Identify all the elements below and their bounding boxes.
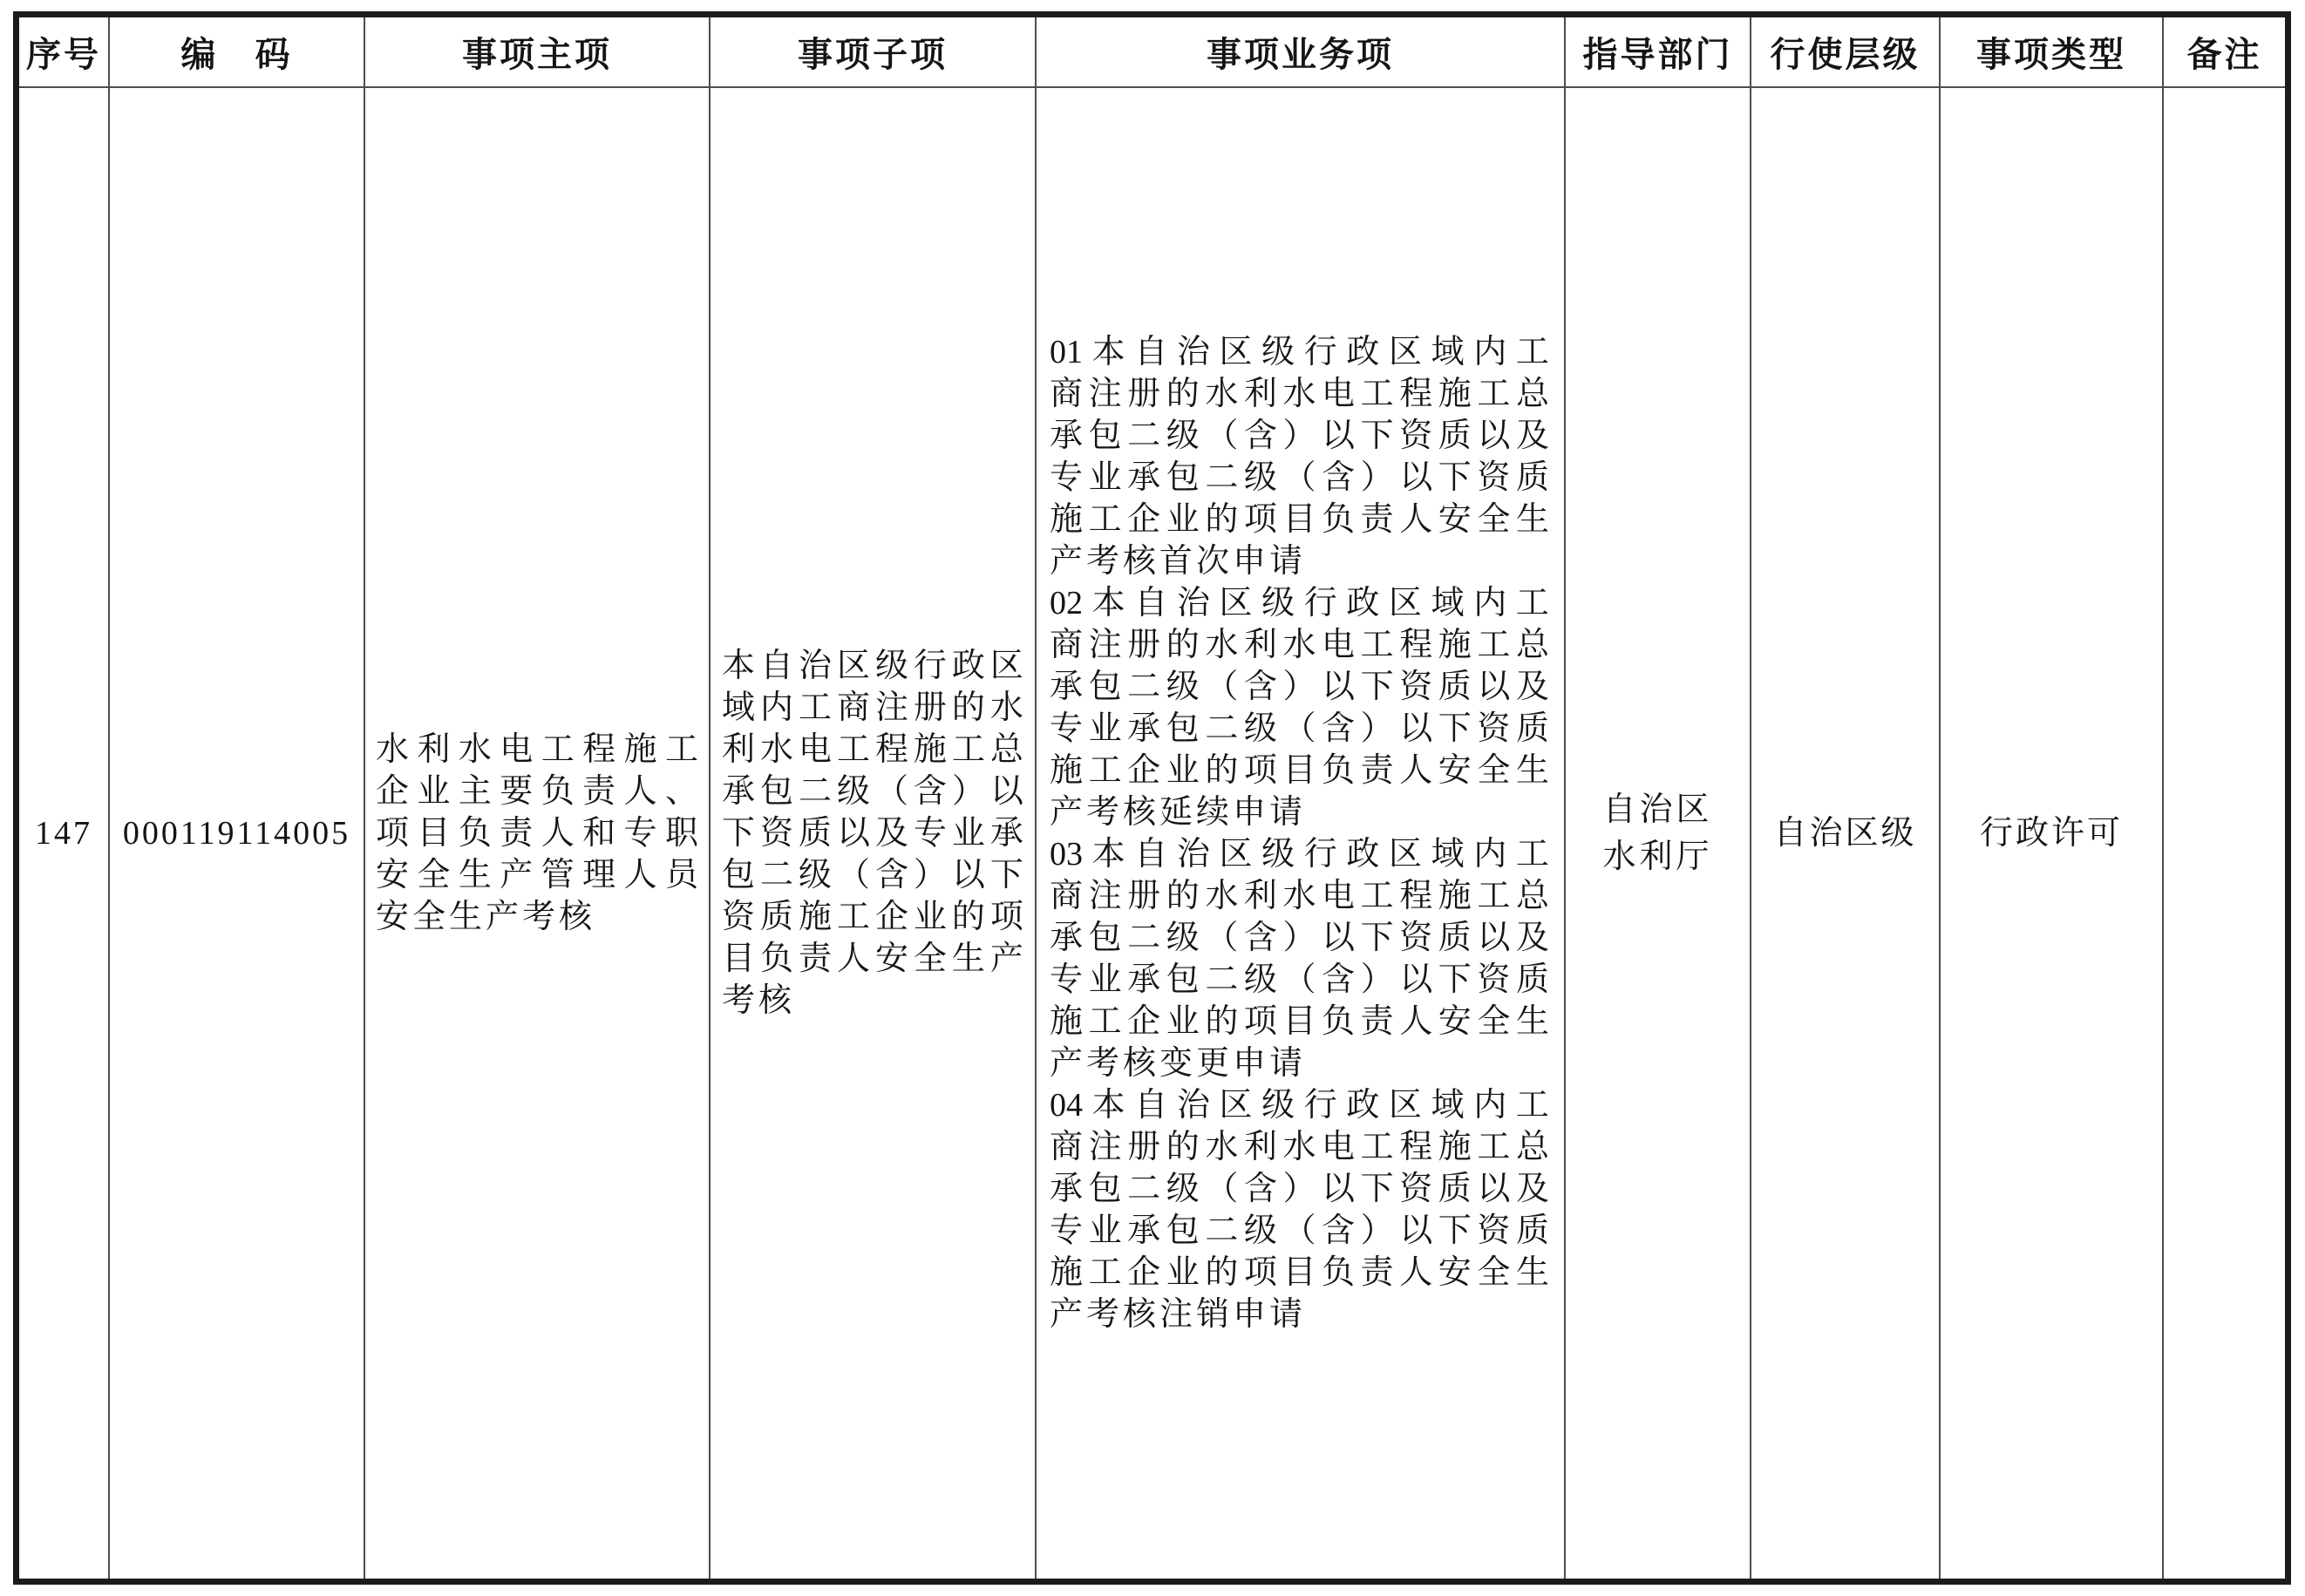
col-header-serial: 序号 bbox=[19, 17, 110, 88]
text-line: 承 包 二 级 （ 含 ） 以 下 资 质 以 及 bbox=[1050, 418, 1549, 454]
text-line: 03 本 自 治 区 级 行 政 区 域 内 工 bbox=[1050, 836, 1549, 873]
business-item-paragraph bbox=[1050, 1084, 1549, 1335]
text-line: 本 自 治 区 级 行 政 区 bbox=[722, 648, 1023, 684]
text-line: 专 业 承 包 二 级 （ 含 ） 以 下 资 质 bbox=[1050, 1212, 1549, 1249]
text-line: 01 本 自 治 区 级 行 政 区 域 内 工 bbox=[1050, 334, 1549, 370]
text-line: 利 水 电 工 程 施 工 总 bbox=[722, 731, 1023, 768]
cell-business-items bbox=[1037, 88, 1566, 1579]
text-line: 企 业 主 要 负 责 人 、 bbox=[376, 773, 698, 810]
text-line: 施 工 企 业 的 项 目 负 责 人 安 全 生 bbox=[1050, 501, 1549, 538]
cell-remark bbox=[2164, 88, 2285, 1579]
text-line: 承 包 二 级 （ 含 ） 以 下 资 质 以 及 bbox=[1050, 920, 1549, 956]
business-item-paragraph bbox=[1050, 582, 1549, 833]
text-line: 04 本 自 治 区 级 行 政 区 域 内 工 bbox=[1050, 1087, 1549, 1124]
col-header-sub-item: 事项子项 bbox=[711, 17, 1037, 88]
text-line: 资 质 施 工 企 业 的 项 bbox=[722, 899, 1023, 935]
text-line: 产考核首次申请 bbox=[1050, 543, 1307, 580]
text-line: 产考核延续申请 bbox=[1050, 794, 1307, 831]
text-line: 水利厅 bbox=[1602, 839, 1713, 875]
text-line: 02 本 自 治 区 级 行 政 区 域 内 工 bbox=[1050, 585, 1549, 621]
col-header-business-item: 事项业务项 bbox=[1037, 17, 1566, 88]
text-line: 自治区 bbox=[1602, 791, 1713, 828]
text-line: 安 全 生 产 管 理 人 员 bbox=[376, 857, 698, 893]
cell-code bbox=[110, 88, 365, 1579]
cell-exercise-level bbox=[1751, 88, 1941, 1579]
col-header-remark: 备注 bbox=[2164, 17, 2285, 88]
col-header-main-item: 事项主项 bbox=[365, 17, 711, 88]
text-line: 目 负 责 人 安 全 生 产 bbox=[722, 941, 1023, 977]
item-type-value: 行政许可 bbox=[1979, 815, 2123, 852]
text-line: 商 注 册 的 水 利 水 电 工 程 施 工 总 bbox=[1050, 1129, 1549, 1165]
table-grid bbox=[19, 17, 2285, 1579]
text-line: 商 注 册 的 水 利 水 电 工 程 施 工 总 bbox=[1050, 878, 1549, 914]
cell-item-type bbox=[1941, 88, 2164, 1579]
business-item-paragraph bbox=[1050, 331, 1549, 582]
serial-number: 147 bbox=[35, 815, 92, 852]
text-line: 施 工 企 业 的 项 目 负 责 人 安 全 生 bbox=[1050, 1254, 1549, 1291]
cell-guide-department bbox=[1566, 88, 1751, 1579]
col-header-code: 编 码 bbox=[110, 17, 365, 88]
text-line: 承 包 二 级 （ 含 ） 以 下 资 质 以 及 bbox=[1050, 669, 1549, 705]
col-header-guide-dept: 指导部门 bbox=[1566, 17, 1751, 88]
text-line: 商 注 册 的 水 利 水 电 工 程 施 工 总 bbox=[1050, 627, 1549, 663]
text-line: 水 利 水 电 工 程 施 工 bbox=[376, 731, 698, 768]
text-line: 包 二 级 （ 含 ） 以 下 bbox=[722, 857, 1023, 893]
col-header-item-type: 事项类型 bbox=[1941, 17, 2164, 88]
text-line: 承 包 二 级 （ 含 ） 以 下 资 质 以 及 bbox=[1050, 1171, 1549, 1207]
text-line: 承 包 二 级 （ 含 ） 以 bbox=[722, 773, 1023, 810]
text-line: 产考核变更申请 bbox=[1050, 1045, 1307, 1082]
exercise-level-value: 自治区级 bbox=[1773, 815, 1917, 852]
text-line: 安全生产考核 bbox=[376, 899, 596, 935]
business-item-paragraph bbox=[1050, 833, 1549, 1084]
text-line: 产考核注销申请 bbox=[1050, 1296, 1307, 1333]
cell-sub-item bbox=[711, 88, 1037, 1579]
text-line: 专 业 承 包 二 级 （ 含 ） 以 下 资 质 bbox=[1050, 710, 1549, 747]
text-line: 域 内 工 商 注 册 的 水 bbox=[722, 689, 1023, 726]
text-line: 商 注 册 的 水 利 水 电 工 程 施 工 总 bbox=[1050, 376, 1549, 412]
text-line: 专 业 承 包 二 级 （ 含 ） 以 下 资 质 bbox=[1050, 961, 1549, 998]
items-table bbox=[13, 11, 2291, 1585]
text-line: 施 工 企 业 的 项 目 负 责 人 安 全 生 bbox=[1050, 1003, 1549, 1040]
cell-main-item bbox=[365, 88, 711, 1579]
cell-serial bbox=[19, 88, 110, 1579]
text-line: 施 工 企 业 的 项 目 负 责 人 安 全 生 bbox=[1050, 752, 1549, 789]
col-header-level: 行使层级 bbox=[1751, 17, 1941, 88]
text-line: 下 资 质 以 及 专 业 承 bbox=[722, 815, 1023, 852]
text-line: 考核 bbox=[722, 982, 796, 1019]
text-line: 专 业 承 包 二 级 （ 含 ） 以 下 资 质 bbox=[1050, 459, 1549, 496]
item-code: 000119114005 bbox=[122, 815, 351, 852]
text-line: 项 目 负 责 人 和 专 职 bbox=[376, 815, 698, 852]
